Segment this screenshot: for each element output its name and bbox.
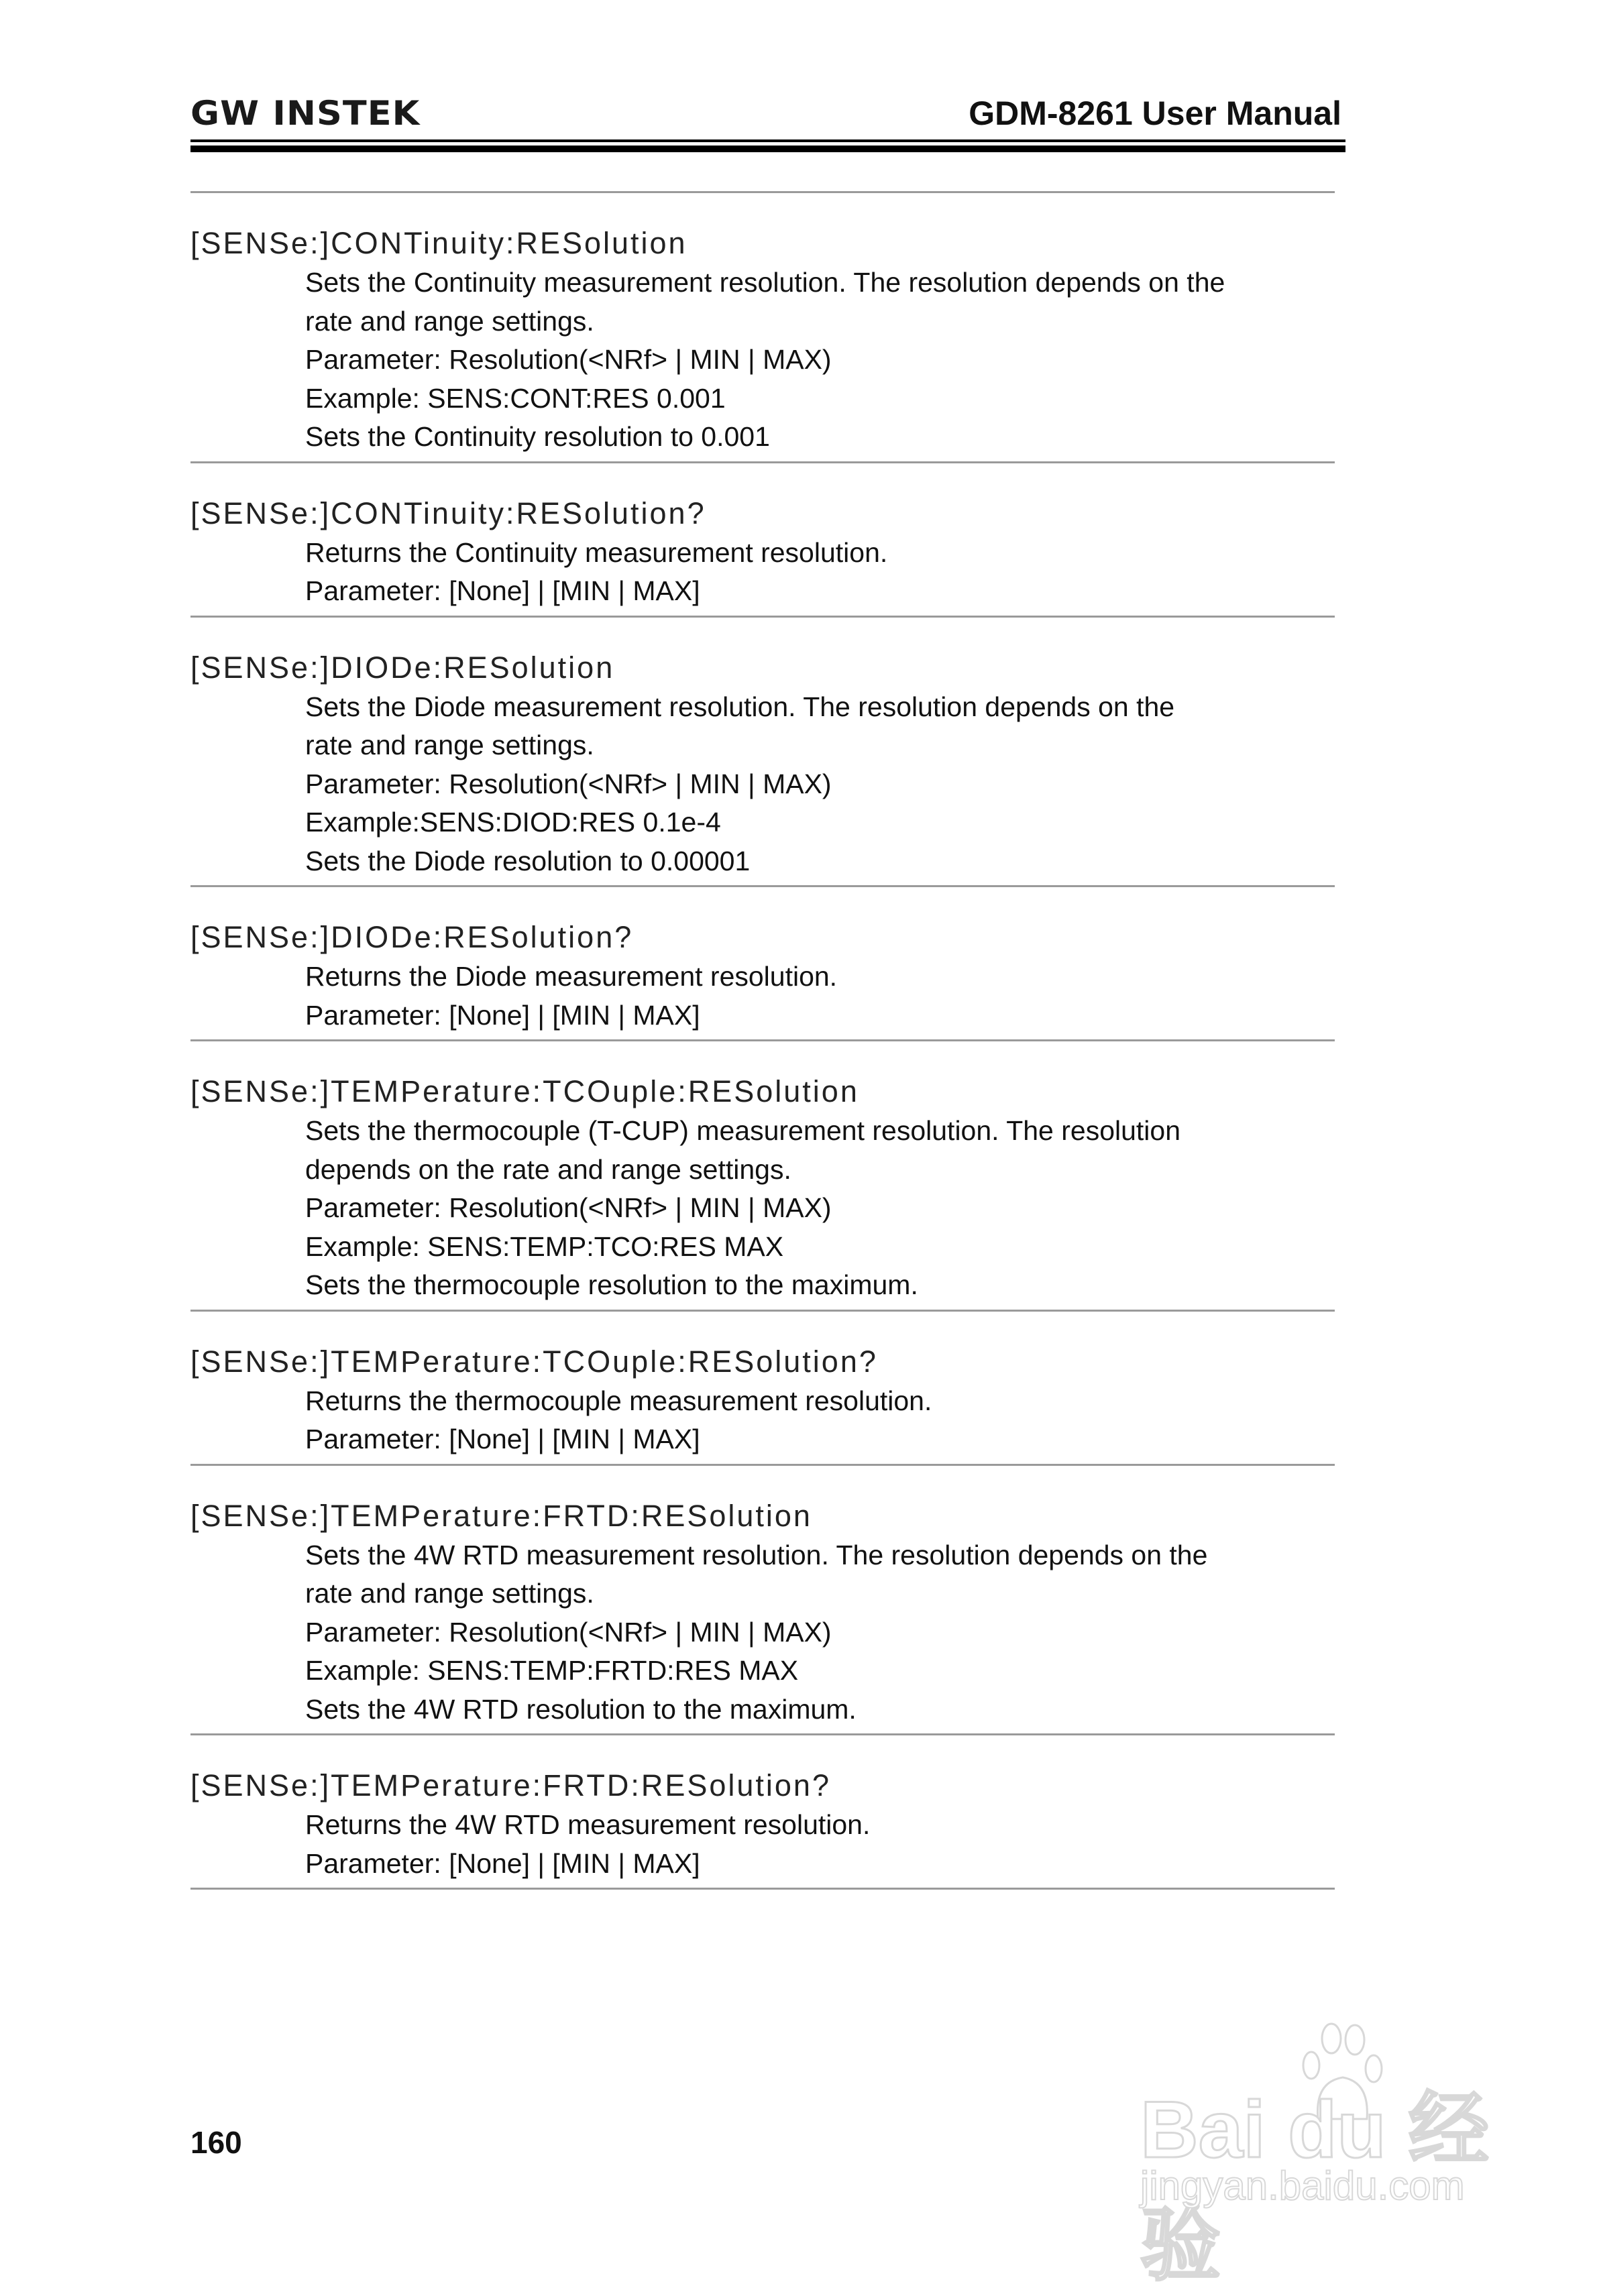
command-section [190, 191, 1335, 461]
description-line: depends on the rate and range settings. [305, 1153, 791, 1185]
command-section [190, 1039, 1335, 1310]
description-line: Parameter: Resolution(<NRf> | MIN | MAX) [305, 344, 832, 375]
description-line: rate and range settings. [305, 730, 594, 760]
command-heading: [SENSe:]TEMPerature:TCOuple:RESolution [190, 1074, 859, 1108]
command-section [190, 1464, 1335, 1734]
description-line: Example: SENS:CONT:RES 0.001 [305, 382, 726, 414]
gw-instek-logo: GW INSTEK [190, 94, 421, 133]
command-heading: [SENSe:]CONTinuity:RESolution [190, 226, 687, 260]
description-line: Sets the Continuity resolution to 0.001 [305, 421, 770, 452]
description-line: Returns the thermocouple measurement resolution. [305, 1385, 932, 1416]
description-line: Sets the Diode measurement resolution. The resolution depends on the [305, 691, 1175, 722]
description-line: Returns the 4W RTD measurement resolution. [305, 1809, 871, 1840]
description-line: Parameter: [None] | [MIN | MAX] [305, 575, 700, 606]
description-line: Returns the Diode measurement resolution. [305, 961, 838, 992]
watermark-url: jingyan.baidu.com [1140, 2163, 1465, 2208]
page-number: 160 [190, 2125, 242, 2160]
baidu-watermark [1140, 2018, 1516, 2290]
description-line: rate and range settings. [305, 1578, 594, 1609]
description-line: Parameter: Resolution(<NRf> | MIN | MAX) [305, 1192, 832, 1223]
command-section [190, 616, 1335, 886]
description-line: Sets the thermocouple resolution to the maximum. [305, 1269, 918, 1300]
command-section [190, 1733, 1335, 1890]
description-line: Sets the thermocouple (T-CUP) measurement resolution. The resolution [305, 1115, 1181, 1146]
description-line: Parameter: [None] | [MIN | MAX] [305, 1424, 700, 1454]
watermark-logo-text: Bai du 经验 [1140, 2085, 1490, 2290]
command-heading: [SENSe:]TEMPerature:FRTD:RESolution [190, 1498, 812, 1533]
command-section [190, 1310, 1335, 1464]
description-line: rate and range settings. [305, 305, 594, 337]
header-divider-thick [190, 146, 1345, 152]
header-divider-thin [190, 139, 1345, 142]
command-heading: [SENSe:]DIODe:RESolution [190, 650, 615, 685]
command-section [190, 885, 1335, 1039]
description-line: Parameter: [None] | [MIN | MAX] [305, 999, 700, 1031]
command-heading: [SENSe:]TEMPerature:FRTD:RESolution? [190, 1768, 831, 1802]
description-line: Sets the Diode resolution to 0.00001 [305, 845, 751, 876]
description-line: Sets the 4W RTD resolution to the maximum. [305, 1693, 857, 1725]
description-line: Returns the Continuity measurement resolution. [305, 536, 888, 568]
description-line: Example: SENS:TEMP:FRTD:RES MAX [305, 1655, 799, 1686]
command-heading: [SENSe:]DIODe:RESolution? [190, 920, 634, 954]
description-line: Sets the 4W RTD measurement resolution. The resolution depends on the [305, 1539, 1208, 1570]
description-line: Parameter: Resolution(<NRf> | MIN | MAX) [305, 768, 832, 799]
command-section [190, 461, 1335, 616]
description-line: Parameter: Resolution(<NRf> | MIN | MAX) [305, 1616, 832, 1648]
command-list [190, 191, 1335, 1890]
description-line: Parameter: [None] | [MIN | MAX] [305, 1847, 700, 1879]
description-line: Example: SENS:TEMP:TCO:RES MAX [305, 1230, 784, 1262]
manual-title: GDM-8261 User Manual [969, 95, 1341, 132]
command-heading: [SENSe:]CONTinuity:RESolution? [190, 496, 706, 530]
description-line: Example:SENS:DIOD:RES 0.1e-4 [305, 807, 721, 838]
command-heading: [SENSe:]TEMPerature:TCOuple:RESolution? [190, 1344, 878, 1379]
description-line: Sets the Continuity measurement resolution. The resolution depends on the [305, 267, 1225, 298]
